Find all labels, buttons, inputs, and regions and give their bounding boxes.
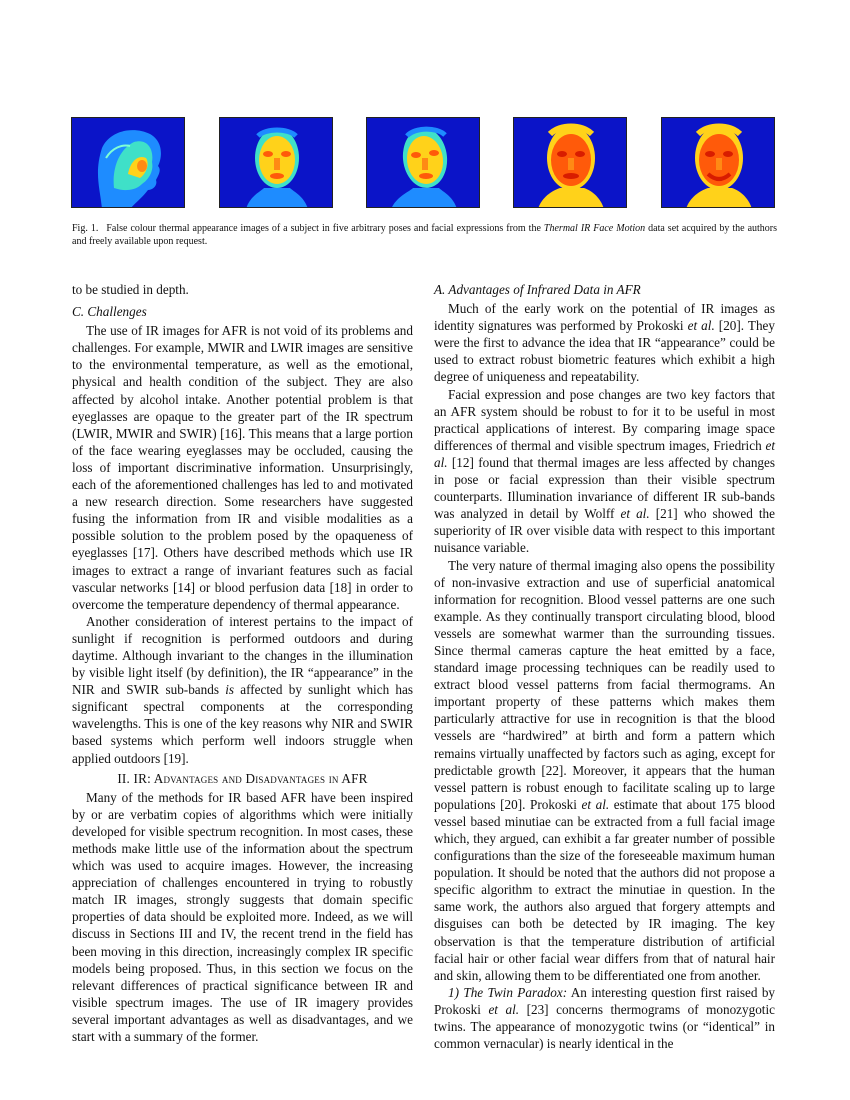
text-run: Another consideration of interest pertains to the impact of sunlight if recognition is performed outdoors and during daytime. Although invariant to the changes in the illumination by visible light itself (by definition), the IR “appearance” in the NIR and SWIR sub-bands [72, 613, 413, 698]
italic-run: et al. [687, 318, 715, 334]
italic-run: et al. [581, 796, 610, 812]
section-heading: II. IR: Advantages and Disadvantages in AFR [117, 770, 368, 786]
text-run: [12] found that thermal images are less affected by changes in pose or facial expression than their visible spectrum counterparts. Illumination invariance of different IR sub-bands was analyzed in detail by Wolff [434, 454, 775, 522]
text-run: The very nature of thermal imaging also opens the possibility of non-invasive extraction and use of superficial anatomical information for recognition. Blood vessel patterns are one such example. As they continually transport circulating blood, blood vessels are somewhat warmer than the surrounding tissues. Since thermal cameras capture the heat emitted by a face, standard image processing techniques can be readily used to extract blood vessel patterns from facial thermograms. An important property of these patterns which makes them particularly attractive for use in recognition is that the blood vessels are “hardwired” at birth and form a pattern which remains virtually unaffected by factors such as aging, except for predictable growth [22]. Moreover, it appears that the human vessel pattern is robust enough to facilitate scaling up to large populations [20]. Prokoski [434, 557, 775, 812]
paragraph: Many of the methods for IR based AFR have been inspired by or are verbatim copies of algorithms which were initially developed for visible spectrum recognition. In most cases, these methods make little use of the information about the spectrum which was used to acquire images. However, the increasing appreciation of challenges encountered in trying to robustly match IR images, strongly suggests that domain specific properties of data should be exploited more. Indeed, as we will discuss in Sections III and IV, the recent trend in the field has been moving in this direction, increasingly complex IR specific models being proposed. Thus, in this section we focus on the relevant differences of practical significance between IR and visible spectrum images. The use of IR imagery provides several important advantages as well as disadvantages, and we start with a summary of the former. [72, 789, 413, 1045]
subsection-heading-challenges: C. Challenges [72, 304, 147, 320]
paragraph-heading-twin-paradox: 1) The Twin Paradox: [448, 984, 568, 1000]
italic-run: is [225, 682, 235, 698]
text-run: affected by sunlight which has significant spectral components at the corresponding wavelengths. This is one of the key reasons why NIR and SWIR based systems which perform well indoors struggle when applied outdoors [19]. [72, 682, 413, 766]
subsection-heading-advantages: A. Advantages of Infrared Data in AFR [434, 282, 641, 297]
caption-text: False colour thermal appearance images of a subject in five arbitrary poses and facial expressions from the [106, 223, 544, 234]
text-run: Much of the early work on the potential of IR images as identity signatures was performed by Prokoski [434, 301, 775, 334]
paragraph [72, 613, 413, 767]
text-run: [23] concerns thermograms of monozygotic twins. The appearance of monozygotic twins (or “identical” in common vernacular) is nearly identical in the [434, 1001, 775, 1052]
thermal-face-image [513, 117, 627, 208]
paragraph: to be studied in depth. [72, 282, 189, 297]
paragraph [434, 300, 775, 385]
paragraph [434, 984, 775, 1052]
text-run: estimate that about 175 blood vessel based minutiae can be extracted from a full facial image which, they argued, can exhibit a far greater number of possible configurations than the size of the foreseeable maximum human population. It should be noted that the authors did not propose a specific algorithm to extract the minutiae in question. In the same work, the authors also argued that forgery attempts and disguises can both be detected by IR imaging. The key observation is that the temperature distribution of artificial facial hair or other facial wear differs from that of natural hair and skin, allowing them to be differentiated one from another. [434, 796, 775, 983]
italic-run: et al. [434, 437, 775, 470]
paragraph: The use of IR images for AFR is not void of its problems and challenges. For example, MWIR and LWIR images are sensitive to the environmental temperature, as well as the emotional, physical and health condition of the subject. They are also affected by alcohol intake. Another potential problem is that eyeglasses are opaque to the greater part of the IR spectrum (LWIR, MWIR and SWIR) [16]. This means that a large portion of the face wearing eyeglasses may be occluded, causing the loss of important discriminative information. Unsurprisingly, each of the aforementioned challenges has led to and motivated a new research direction. Some researchers have suggested fusing the information from IR and visible modalities as a possible solution to the problem posed by the opaqueness of eyeglasses [17]. Others have described methods which use IR images to extract a range of invariant features such as facial vascular networks [14] or blood perfusion data [18] in order to overcome the temperature dependency of thermal appearance. [72, 323, 413, 612]
caption-label: Fig. 1. [72, 223, 99, 234]
thermal-face-image [661, 117, 775, 208]
figure-caption [72, 222, 777, 248]
text-run: [21] who showed the superiority of IR over visible data with respect to this important nuisance variable. [434, 506, 776, 556]
text-run: An interesting question first raised by Prokoski [434, 984, 776, 1017]
thermal-face-image [71, 117, 185, 208]
italic-run: et al. [620, 506, 650, 522]
thermal-face-image [219, 117, 333, 208]
figure-1-images [71, 117, 776, 208]
left-column [72, 281, 413, 1045]
thermal-face-image [366, 117, 480, 208]
paragraph [434, 557, 775, 984]
italic-run: et al. [488, 1001, 520, 1017]
text-run: Facial expression and pose changes are two key factors that an AFR system should be robust to for it to be useful in most practical applications of interest. By comparing image space differences of thermal and visible spectrum images, Friedrich [434, 386, 775, 453]
caption-text-end: data set acquired by the authors and freely available upon request. [72, 223, 778, 247]
caption-dataset-name: Thermal IR Face Motion [543, 223, 646, 234]
paragraph [434, 386, 775, 557]
right-column [434, 281, 775, 1052]
text-run: [20]. They were the first to advance the idea that IR “appearance” could be used to extract robust biometric features which exhibit a high degree of uniqueness and repeatability. [434, 318, 775, 385]
